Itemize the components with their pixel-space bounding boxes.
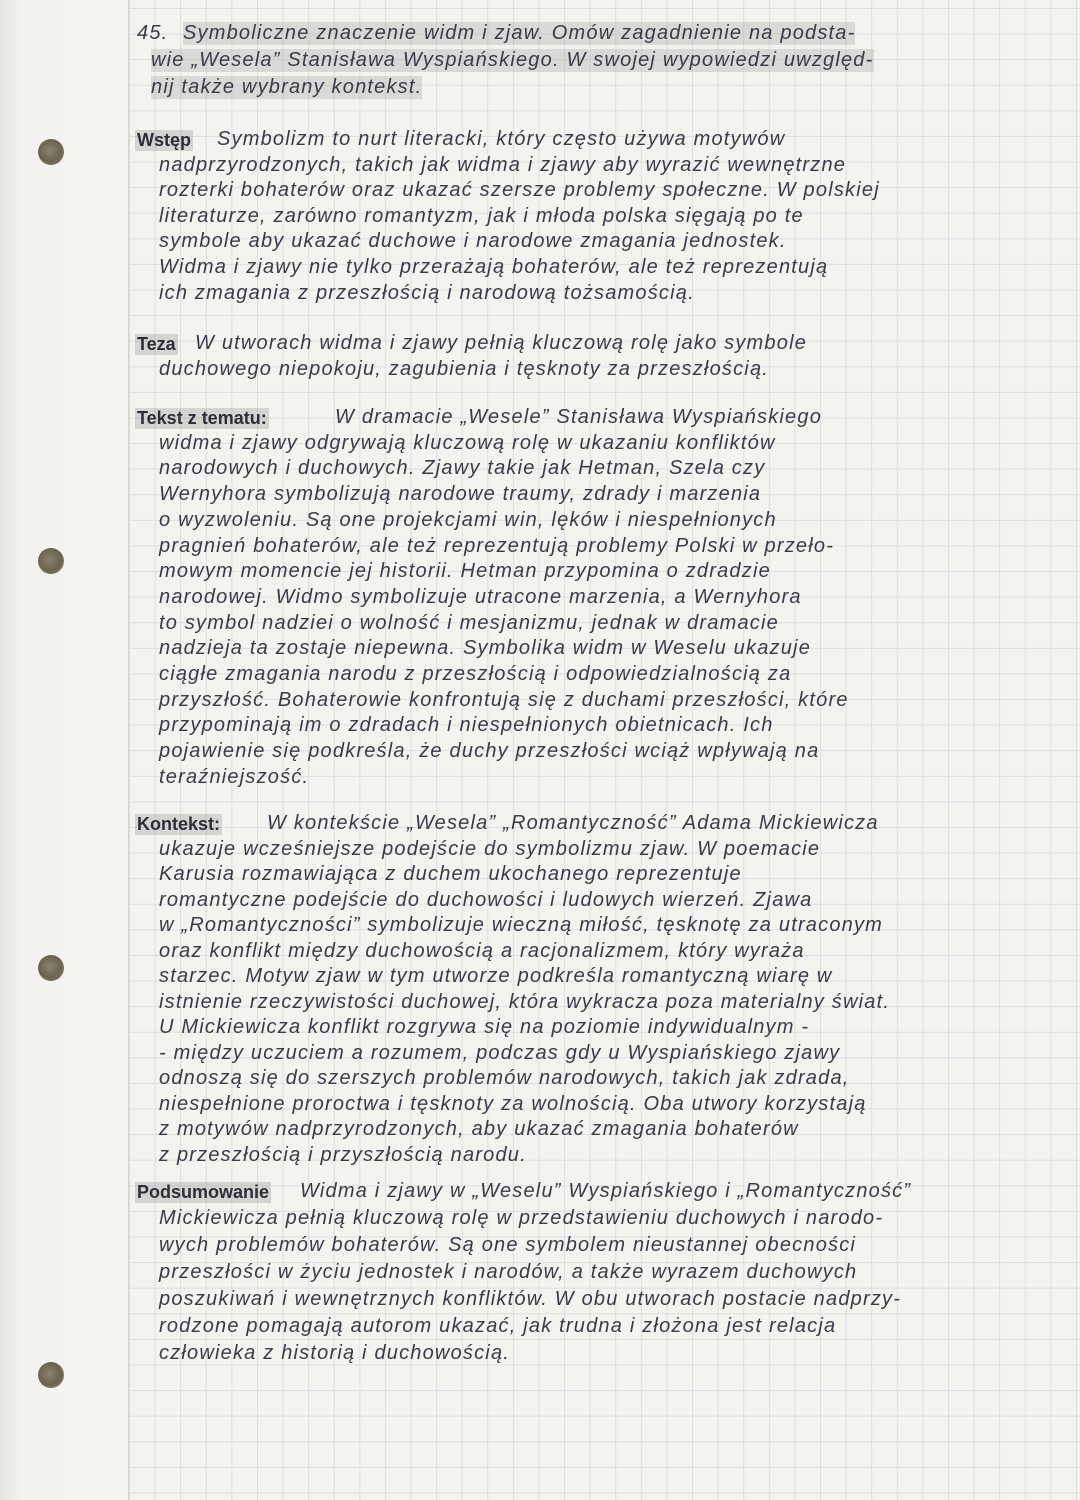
- text-line: Widma i zjawy w „Weselu” Wyspiańskiego i „Romantyczność”: [300, 1180, 912, 1202]
- text-line: pragnień bohaterów, ale też reprezentują problemy Polski w przeło-: [159, 534, 835, 557]
- text-line: oraz konflikt między duchowością a racjonalizmem, który wyraża: [159, 939, 805, 962]
- text-line: odnoszą się do szerszych problemów narodowych, takich jak zdrada,: [159, 1067, 850, 1089]
- text-line: W dramacie „Wesele” Stanisława Wyspiańskiego: [335, 406, 823, 428]
- text-line: literaturze, zarówno romantyzm, jak i młoda polska sięgają po te: [159, 204, 804, 227]
- text-line: pojawienie się podkreśla, że duchy przeszłości wciąż wpływają na: [159, 740, 820, 763]
- question-number: 45.: [137, 22, 169, 44]
- text-line: ukazuje wcześniejsze podejście do symbolizmu zjaw. W poemacie: [159, 837, 821, 860]
- question-line: wie „Wesela” Stanisława Wyspiańskiego. W swojej wypowiedzi uwzględ-: [151, 49, 874, 71]
- text-line: ich zmagania z przeszłością i narodową tożsamością.: [159, 281, 695, 304]
- text-line: symbole aby ukazać duchowe i narodowe zmagania jednostek.: [159, 230, 787, 253]
- text-line: widma i zjawy odgrywają kluczową rolę w ukazaniu konfliktów: [159, 431, 776, 454]
- text-line: W kontekście „Wesela” „Romantyczność” Adama Mickiewicza: [267, 812, 879, 834]
- text-line: U Mickiewicza konflikt rozgrywa się na poziomie indywidualnym -: [159, 1016, 810, 1038]
- text-line: starzec. Motyw zjaw w tym utworze podkreśla romantyczną wiarę w: [159, 965, 833, 987]
- section-label: Teza: [137, 334, 176, 354]
- section-label: Kontekst:: [137, 814, 221, 834]
- text-line: niespełnione proroctwa i tęsknoty za wolnością. Oba utwory korzystają: [159, 1092, 867, 1115]
- text-line: ciągłe zmagania narodu z przeszłością i odpowiedzialnością za: [159, 663, 792, 685]
- text-line: Symbolizm to nurt literacki, który często używa motywów: [217, 128, 786, 150]
- text-line: - między uczuciem a rozumem, podczas gdy u Wyspiańskiego zjawy: [159, 1041, 841, 1064]
- text-line: teraźniejszość.: [159, 765, 310, 788]
- text-line: Mickiewicza pełnią kluczową rolę w przedstawieniu duchowych i narodo-: [159, 1207, 884, 1229]
- text-line: rozterki bohaterów oraz ukazać szersze problemy społeczne. W polskiej: [159, 179, 880, 202]
- section-label: Wstęp: [137, 130, 191, 150]
- binder-hole: [38, 139, 64, 165]
- section-label: Podsumowanie: [137, 1182, 270, 1202]
- text-line: narodowej. Widmo symbolizuje utracone marzenia, a Wernyhora: [159, 585, 802, 608]
- text-line: człowieka z historią i duchowością.: [159, 1342, 511, 1364]
- text-line: przyszłość. Bohaterowie konfrontują się z duchami przeszłości, które: [159, 688, 849, 711]
- text-line: o wyzwoleniu. Są one projekcjami win, lęków i niespełnionych: [159, 508, 777, 531]
- binder-hole: [38, 955, 64, 981]
- notebook-page: [128, 0, 1080, 1500]
- text-line: z motywów nadprzyrodzonych, aby ukazać zmagania bohaterów: [159, 1118, 799, 1140]
- text-line: w „Romantyczności” symbolizuje wieczną miłość, tęsknotę za utraconym: [159, 914, 884, 936]
- text-line: przypominają im o zdradach i niespełnionych obietnicach. Ich: [159, 714, 774, 737]
- text-line: romantyczne podejście do duchowości i ludowych wierzeń. Zjawa: [159, 888, 813, 911]
- text-line: Wernyhora symbolizują narodowe traumy, zdrady i marzenia: [159, 483, 762, 506]
- text-line: rodzone pomagają autorom ukazać, jak trudna i złożona jest relacja: [159, 1315, 837, 1337]
- text-line: z przeszłością i przyszłością narodu.: [159, 1143, 527, 1166]
- section-label: Tekst z tematu:: [137, 408, 267, 428]
- text-line: mowym momencie jej historii. Hetman przypomina o zdradzie: [159, 560, 771, 583]
- binder-hole: [38, 1362, 64, 1388]
- page-margin: [0, 0, 128, 1500]
- text-line: wych problemów bohaterów. Są one symbolem nieustannej obecności: [159, 1234, 857, 1256]
- text-line: narodowych i duchowych. Zjawy takie jak Hetman, Szela czy: [159, 457, 766, 480]
- text-line: przeszłości w życiu jednostek i narodów, a także wyrazem duchowych: [159, 1261, 858, 1283]
- text-line: W utworach widma i zjawy pełnią kluczową rolę jako symbole: [195, 332, 808, 354]
- text-line: Karusia rozmawiająca z duchem ukochanego reprezentuje: [159, 863, 742, 885]
- question-line: nij także wybrany kontekst.: [151, 76, 423, 98]
- text-line: poszukiwań i wewnętrznych konfliktów. W obu utworach postacie nadprzy-: [159, 1288, 902, 1310]
- text-line: istnienie rzeczywistości duchowej, która wykracza poza materialny świat.: [159, 990, 891, 1013]
- question-line: Symboliczne znaczenie widm i zjaw. Omów zagadnienie na podsta-: [183, 22, 856, 44]
- binder-hole: [38, 548, 64, 574]
- text-line: to symbol nadziei o wolność i mesjanizmu, jednak w dramacie: [159, 611, 779, 634]
- text-line: nadzieja ta zostaje niepewna. Symbolika widm w Weselu ukazuje: [159, 637, 812, 660]
- text-line: nadprzyrodzonych, takich jak widma i zjawy aby wyrazić wewnętrzne: [159, 153, 847, 176]
- text-line: Widma i zjawy nie tylko przerażają bohaterów, ale też reprezentują: [159, 256, 829, 278]
- text-line: duchowego niepokoju, zagubienia i tęsknoty za przeszłością.: [159, 358, 770, 380]
